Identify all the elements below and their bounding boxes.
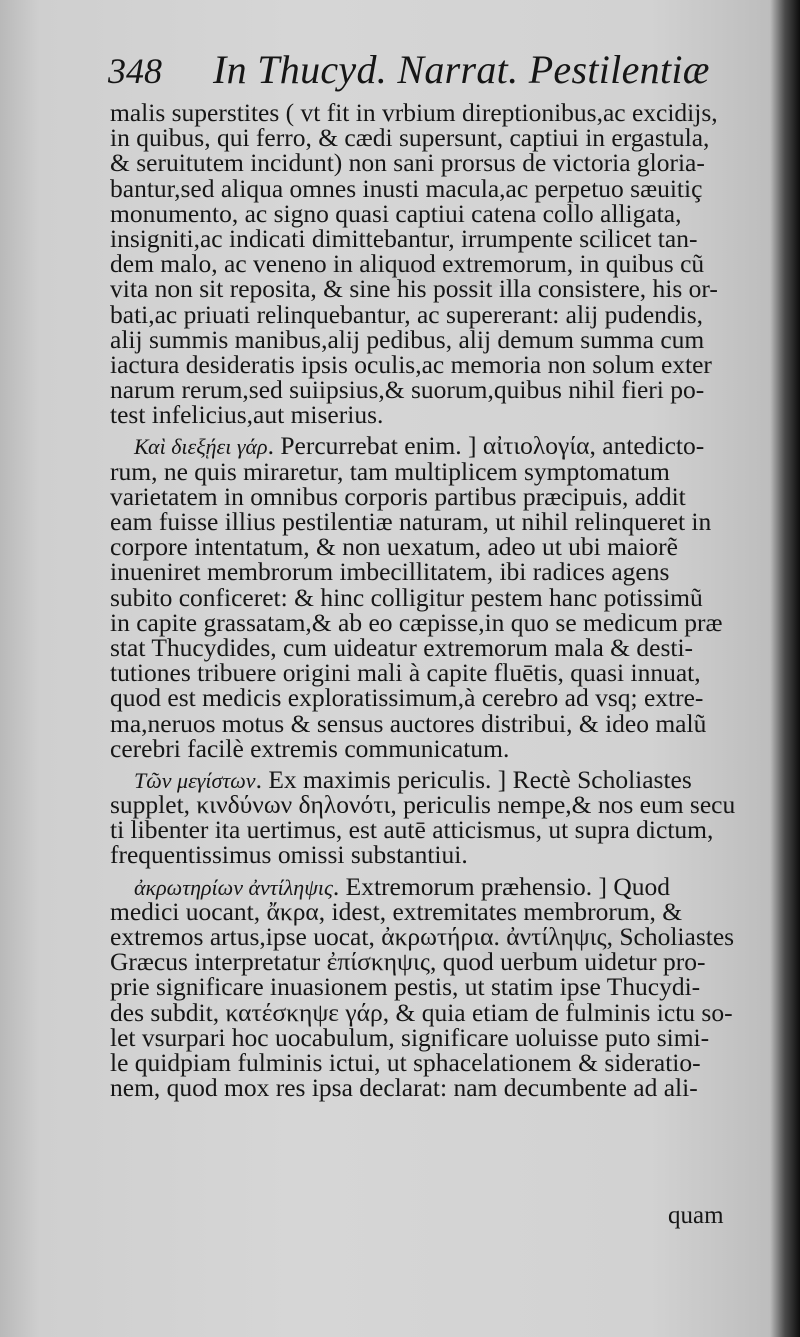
text-line: tutiones tribuere origini mali à capite fluētis, quasi innuat, — [110, 658, 701, 688]
text-line: malis superstites ( vt fit in vrbium direptionibus,ac excidijs, — [110, 98, 718, 127]
greek-lemma: ἀκρωτηρίων ἀντίληψις — [134, 874, 333, 900]
text-line: prie significare inuasionem pestis, ut statim ipse Thucydi- — [110, 972, 701, 1002]
text-line: subito conficeret: & hinc colligitur pestem hanc potissimũ — [110, 582, 703, 612]
text-line: insigniti,ac indicati dimittebantur, irrumpente scilicet tan- — [110, 223, 698, 253]
text-line: dem malo, ac veneno in aliquod extremorum, in quibus cũ — [110, 249, 705, 279]
running-title: In Thucyd. Narrat. Pestilentiæ — [213, 47, 710, 92]
text-line: extremos artus,ipse uocat, ἀκρωτήρια. ἀντίληψις, Scholiastes — [110, 922, 735, 951]
catchword: quam — [668, 1202, 724, 1229]
text-line: monumento, ac signo quasi captiui catena collo alligata, — [110, 198, 682, 228]
text-line: in quibus, qui ferro, & cædi supersunt, captiui in ergastula, — [110, 123, 710, 153]
greek-lemma: Τῶν μεγίστων — [134, 767, 256, 793]
text-line: nem, quod mox res ipsa declarat: nam decumbente ad ali- — [110, 1073, 698, 1103]
paragraph-start-line — [110, 764, 770, 794]
text-line: test infelicius,aut miserius. — [110, 400, 384, 430]
text-line: rum, ne quis miraretur, tam multiplicem symptomatum — [110, 456, 670, 486]
text-line: medici uocant, ἄκρα, idest, extremitates membrorum, & — [110, 896, 683, 926]
text-line: le quidpiam fulminis ictui, ut sphacelationem & sideratio- — [110, 1047, 701, 1077]
text-line: & seruitutem incidunt) non sani prorsus de victoria gloria- — [110, 148, 705, 178]
text-line: frequentissimus omissi substantiui. — [110, 840, 468, 870]
greek-lemma: Καὶ διεξῄει γάρ — [134, 434, 268, 460]
paragraph-opening: . Extremorum præhensio. ] Quod — [332, 871, 671, 901]
page-header — [108, 46, 710, 96]
text-line: let vsurpari hoc uocabulum, significare uoluisse puto simi- — [110, 1022, 710, 1052]
text-line: bantur,sed aliqua omnes inusti macula,ac perpetuo sæuitiç — [110, 173, 703, 203]
paragraph-opening: . Ex maximis periculis. ] Rectè Scholiastes — [255, 764, 692, 794]
text-line: eam fuisse illius pestilentiæ naturam, ut nihil relinqueret in — [110, 507, 712, 536]
text-line: Græcus interpretatur ἐπίσκηψις, quod uerbum uidetur pro- — [110, 947, 706, 977]
text-line: des subdit, κατέσκηψε γάρ, & quia etiam de fulminis ictu so- — [110, 997, 733, 1027]
text-line: vita non sit reposita, & sine his possit illa consistere, his or- — [110, 274, 718, 304]
text-line: supplet, κινδύνων δηλονότι, periculis nempe,& nos eum secu — [110, 790, 736, 820]
paragraph-start-line — [110, 431, 770, 461]
text-line: cerebri facilè extremis communicatum. — [110, 733, 510, 763]
text-line: varietatem in omnibus corporis partibus præcipuis, addit — [110, 481, 686, 511]
main-text-block — [110, 98, 770, 1103]
text-line: ti libenter ita uertimus, est autē atticismus, ut supra dictum, — [110, 815, 714, 845]
text-line: corpore intentatum, & non uexatum, adeo ut ubi maiorẽ — [110, 532, 678, 562]
text-line: iactura desideratis ipsis oculis,ac memoria non solum exter — [110, 349, 712, 379]
text-line: inueniret membrorum imbecillitatem, ibi radices agens — [110, 557, 670, 587]
page-number: 348 — [108, 51, 162, 91]
text-line: in capite grassatam,& ab eo cæpisse,in quo se medicum præ — [110, 607, 723, 637]
text-line: stat Thucydides, cum uideatur extremorum mala & desti- — [110, 632, 694, 662]
text-line: ma,neruos motus & sensus auctores distribui, & ideo malũ — [110, 708, 707, 738]
paragraph-opening: . Percurrebat enim. ] αἰτιολογία, antedicto- — [267, 431, 705, 461]
text-line: bati,ac priuati relinquebantur, ac supererant: alij pudendis, — [110, 299, 704, 329]
text-line: alij summis manibus,alij pedibus, alij demum summa cum — [110, 324, 705, 354]
text-line: quod est medicis exploratissimum,à cerebro ad vsq; extre- — [110, 683, 704, 713]
text-line: narum rerum,sed suiipsius,& suorum,quibus nihil fieri po- — [110, 375, 705, 405]
paragraph-start-line — [110, 871, 770, 901]
